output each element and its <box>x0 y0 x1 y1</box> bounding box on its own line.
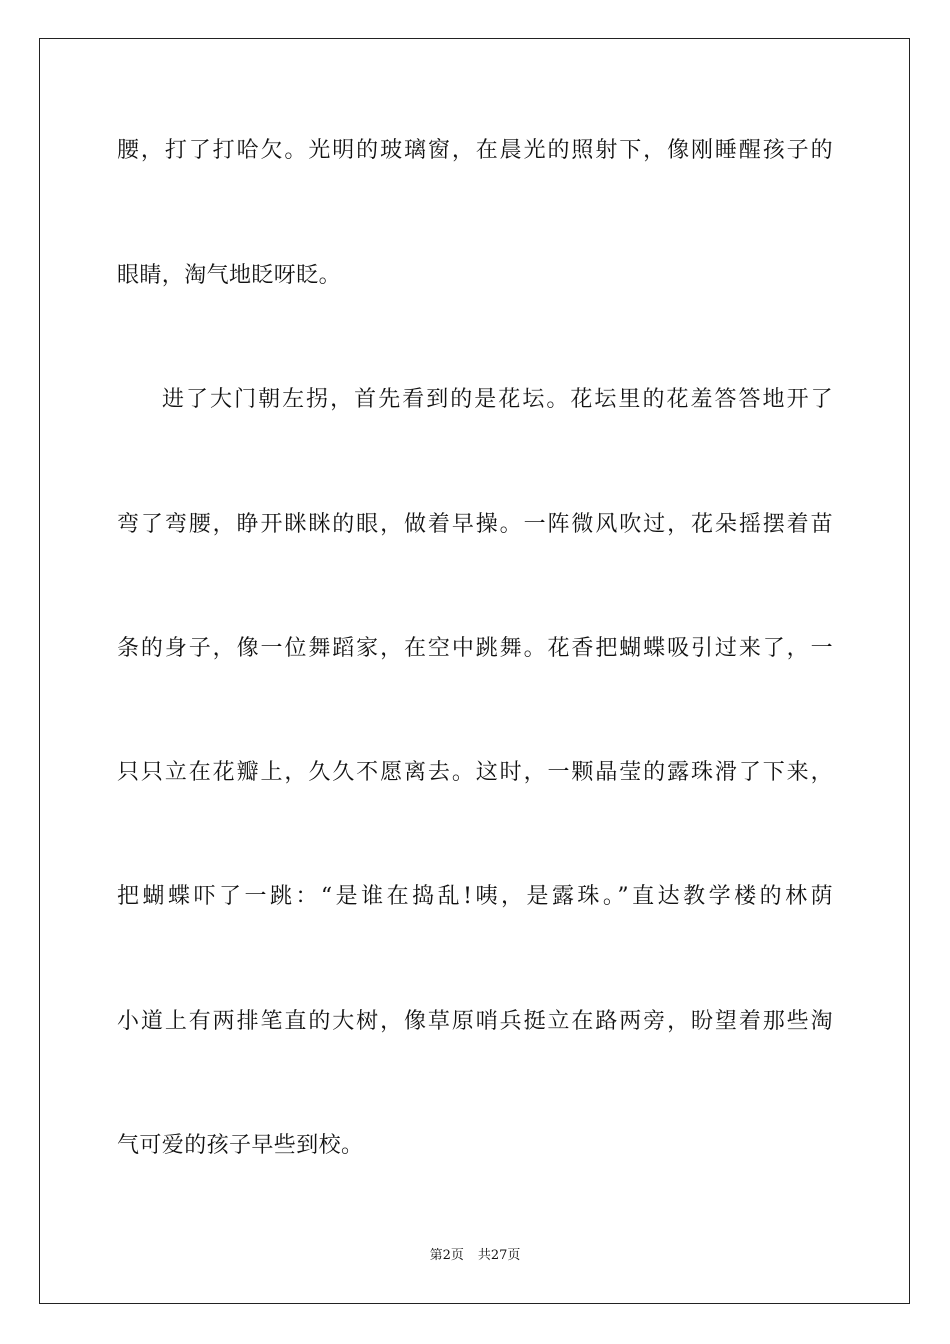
text-line-4: 弯了弯腰，睁开眯眯的眼，做着早操。一阵微风吹过，花朵摇摆着苗 <box>117 512 833 537</box>
text-line-8: 小道上有两排笔直的大树，像草原哨兵挺立在路两旁，盼望着那些淘 <box>117 1009 833 1034</box>
page-total: 共27页 <box>477 1248 521 1263</box>
text-line-3: 进了大门朝左拐，首先看到的是花坛。花坛里的花羞答答地开了 <box>162 387 833 412</box>
text-line-7: 把蝴蝶吓了一跳：“是谁在捣乱!咦，是露珠。”直达教学楼的林荫 <box>117 884 833 909</box>
page-footer <box>0 1247 950 1265</box>
page-number: 第2页 <box>429 1248 464 1263</box>
text-line-2: 眼睛，淘气地眨呀眨。 <box>117 263 342 288</box>
text-line-1: 腰，打了打哈欠。光明的玻璃窗，在晨光的照射下，像刚睡醒孩子的 <box>117 138 833 163</box>
text-line-6: 只只立在花瓣上，久久不愿离去。这时，一颗晶莹的露珠滑了下来， <box>117 760 833 785</box>
text-line-9: 气可爱的孩子早些到校。 <box>117 1133 364 1158</box>
text-line-5: 条的身子，像一位舞蹈家，在空中跳舞。花香把蝴蝶吸引过来了，一 <box>117 636 833 661</box>
page-border <box>39 38 910 1304</box>
